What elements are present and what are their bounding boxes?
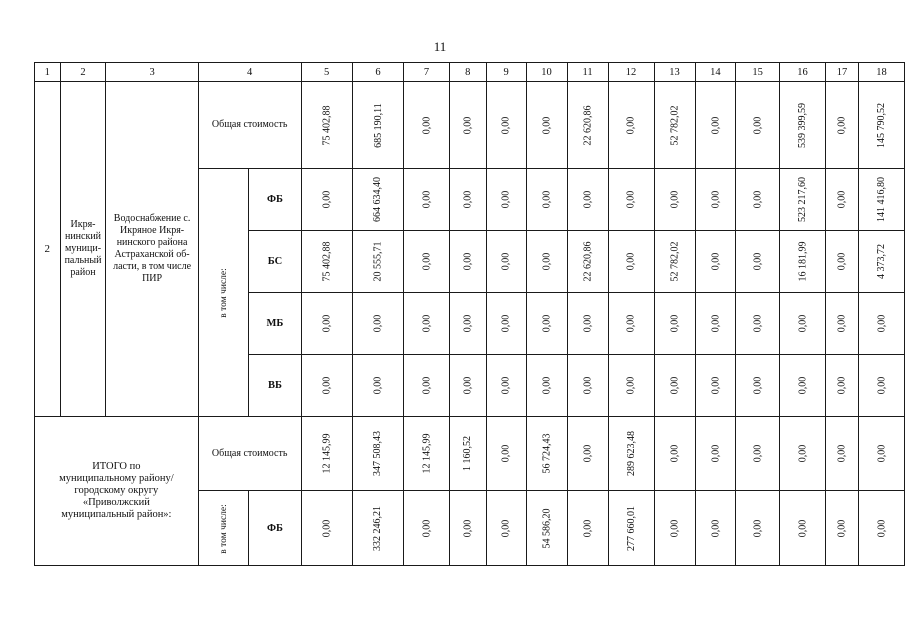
value-cell [567, 491, 608, 566]
value-cell [826, 491, 859, 566]
value-cell [736, 82, 780, 169]
value: 56 724,43 [541, 433, 553, 474]
label-cell [249, 491, 301, 566]
value-cell [654, 82, 695, 169]
value: 0,00 [797, 376, 809, 395]
value: 145 790,52 [875, 102, 887, 148]
value: 0,00 [752, 376, 764, 395]
header-cell: 14 [695, 63, 736, 82]
value: 0,00 [321, 190, 333, 209]
value: 0,00 [875, 314, 887, 333]
table-row [35, 82, 905, 169]
value-cell [486, 231, 526, 293]
value-cell [449, 355, 486, 417]
value-cell [695, 293, 736, 355]
value-cell [608, 491, 654, 566]
value-cell [858, 82, 904, 169]
value-cell [780, 231, 826, 293]
value-cell [780, 82, 826, 169]
value: 0,00 [752, 190, 764, 209]
value-cell [301, 293, 352, 355]
value-cell [780, 417, 826, 491]
value: 0,00 [836, 376, 848, 395]
value-cell [526, 417, 567, 491]
value-cell [567, 82, 608, 169]
value-cell [736, 417, 780, 491]
header-cell: 1 [35, 63, 61, 82]
value: 664 634,40 [372, 177, 384, 222]
value: 0,00 [836, 252, 848, 271]
header-cell: 8 [449, 63, 486, 82]
value-cell [404, 82, 450, 169]
value: 0,00 [462, 116, 474, 134]
value-cell [695, 169, 736, 231]
header-row [35, 63, 905, 82]
value-cell [301, 417, 352, 491]
itogo-label-cell [35, 417, 199, 566]
value-cell [301, 82, 352, 169]
value-cell [567, 169, 608, 231]
value: 0,00 [875, 376, 887, 395]
district-label: Икря-нинский муници-пальный район [64, 219, 102, 278]
value-cell [826, 355, 859, 417]
value: 0,00 [421, 252, 432, 271]
value-cell [567, 417, 608, 491]
value: 0,00 [797, 314, 809, 333]
value: 75 402,88 [321, 105, 333, 145]
value-cell [654, 293, 695, 355]
value: 0,00 [321, 314, 333, 333]
value: 22 620,86 [582, 241, 594, 282]
value: 0,00 [875, 444, 887, 463]
value-cell [858, 169, 904, 231]
value-cell [449, 293, 486, 355]
value: 0,00 [752, 116, 764, 134]
header-cell: 10 [526, 63, 567, 82]
label-cell [249, 293, 301, 355]
header-cell: 3 [106, 63, 198, 82]
value-cell [608, 355, 654, 417]
value: 0,00 [582, 314, 594, 333]
value: 0,00 [625, 116, 637, 134]
value: 0,00 [669, 190, 681, 209]
value-cell [780, 293, 826, 355]
value: 0,00 [462, 190, 474, 209]
header-cell: 17 [826, 63, 859, 82]
value: 0,00 [709, 314, 721, 333]
value: 0,00 [669, 376, 681, 395]
value-cell [486, 491, 526, 566]
header-cell: 4 [198, 63, 301, 82]
value-cell [826, 169, 859, 231]
page-number: 11 [433, 39, 447, 54]
value: 0,00 [541, 314, 553, 333]
value: 0,00 [500, 519, 512, 537]
label-cell [249, 169, 301, 231]
value: 0,00 [752, 519, 764, 537]
value: 0,00 [709, 252, 721, 271]
label-cell [249, 355, 301, 417]
in-total-cell [198, 491, 249, 566]
value-cell [526, 231, 567, 293]
value-cell [826, 293, 859, 355]
value-cell [486, 293, 526, 355]
value-cell [858, 417, 904, 491]
value: 0,00 [625, 190, 637, 209]
value-cell [449, 491, 486, 566]
value-cell [826, 417, 859, 491]
value-cell [736, 491, 780, 566]
value: 0,00 [462, 314, 474, 333]
value: 0,00 [836, 314, 848, 333]
value-cell [301, 231, 352, 293]
value-cell [858, 231, 904, 293]
value: 0,00 [625, 252, 637, 271]
value-cell [826, 231, 859, 293]
value-cell [449, 82, 486, 169]
value: 0,00 [500, 314, 512, 333]
value: 75 402,88 [321, 241, 333, 282]
value-cell [608, 417, 654, 491]
value: 0,00 [669, 444, 681, 463]
value: 0,00 [421, 314, 432, 333]
value: 0,00 [462, 519, 474, 537]
value: 16 181,99 [797, 241, 809, 282]
value: 0,00 [500, 190, 512, 209]
value-cell [526, 293, 567, 355]
value-cell [301, 355, 352, 417]
value: 0,00 [709, 190, 721, 209]
value: 0,00 [669, 314, 681, 333]
header-cell: 5 [301, 63, 352, 82]
value: 539 399,59 [797, 102, 809, 148]
header-cell: 9 [486, 63, 526, 82]
value-cell [608, 169, 654, 231]
value-cell [695, 82, 736, 169]
value-cell [486, 169, 526, 231]
label-cell [198, 82, 301, 169]
itogo-row [35, 417, 905, 491]
object-label: Водоснабжение с. Икряное Икря-нинского района Астраханской об-ласти, в том числе ПИР [113, 213, 192, 284]
value: 0,00 [372, 376, 384, 395]
value: 0,00 [421, 376, 432, 395]
value: 0,00 [541, 190, 553, 209]
value: 0,00 [421, 116, 432, 134]
value: 0,00 [462, 252, 474, 271]
value-cell [404, 355, 450, 417]
value-cell [654, 169, 695, 231]
row-number-cell [35, 82, 61, 417]
value: 0,00 [582, 190, 594, 209]
value-cell [736, 231, 780, 293]
value-cell [858, 293, 904, 355]
value: 0,00 [541, 116, 553, 134]
value-cell [404, 231, 450, 293]
row-label: МБ [266, 318, 284, 329]
in-total-label: в том числе: [218, 503, 229, 554]
value-cell [449, 231, 486, 293]
value: 0,00 [541, 376, 553, 395]
value-cell [352, 82, 403, 169]
label-cell [198, 417, 301, 491]
value: 289 623,48 [625, 431, 637, 476]
header-cell: 12 [608, 63, 654, 82]
value: 0,00 [500, 444, 512, 463]
value: 0,00 [836, 444, 848, 463]
value-cell [404, 417, 450, 491]
value-cell [526, 355, 567, 417]
value: 52 782,02 [669, 241, 681, 282]
itogo-label: ИТОГО по муниципальному району/ городскому округу «Приволжский муниципальный район»: [59, 461, 174, 520]
value: 12 145,99 [421, 433, 432, 474]
label-cell [249, 231, 301, 293]
value-cell [352, 231, 403, 293]
header-cell: 7 [404, 63, 450, 82]
value-cell [449, 417, 486, 491]
value: 0,00 [752, 252, 764, 271]
row-label: Общая стоимость [211, 119, 288, 130]
value: 12 145,99 [321, 433, 333, 474]
value-cell [654, 417, 695, 491]
value-cell [404, 293, 450, 355]
value: 0,00 [709, 376, 721, 395]
value: 0,00 [421, 519, 432, 537]
value-cell [352, 491, 403, 566]
value: 0,00 [669, 519, 681, 537]
header-cell: 13 [654, 63, 695, 82]
value: 0,00 [582, 519, 594, 537]
value-cell [567, 355, 608, 417]
value-cell [826, 82, 859, 169]
value-cell [526, 169, 567, 231]
object-cell [106, 82, 198, 417]
value-cell [404, 491, 450, 566]
value-cell [780, 355, 826, 417]
value: 0,00 [709, 519, 721, 537]
value: 0,00 [582, 376, 594, 395]
header-cell: 6 [352, 63, 403, 82]
value: 0,00 [752, 444, 764, 463]
value-cell [780, 169, 826, 231]
value-cell [654, 355, 695, 417]
value-cell [301, 169, 352, 231]
value: 0,00 [797, 519, 809, 537]
value-cell [654, 231, 695, 293]
value: 54 586,20 [541, 508, 553, 548]
value-cell [301, 491, 352, 566]
value-cell [736, 293, 780, 355]
value: 685 190,11 [372, 102, 384, 148]
value-cell [526, 82, 567, 169]
budget-table [34, 62, 905, 566]
row-label: БС [267, 256, 283, 267]
value-cell [567, 293, 608, 355]
value-cell [352, 355, 403, 417]
value: 0,00 [836, 519, 848, 537]
value: 0,00 [321, 376, 333, 395]
value: 0,00 [836, 190, 848, 209]
value: 4 373,72 [875, 244, 887, 279]
value-cell [352, 169, 403, 231]
value: 141 416,80 [875, 177, 887, 222]
value: 523 217,60 [797, 177, 809, 222]
value: 52 782,02 [669, 105, 681, 145]
value-cell [449, 169, 486, 231]
value: 0,00 [797, 444, 809, 463]
value-cell [736, 169, 780, 231]
value-cell [608, 293, 654, 355]
value: 0,00 [625, 376, 637, 395]
value: 0,00 [752, 314, 764, 333]
value: 277 660,01 [625, 505, 637, 551]
value-cell [404, 169, 450, 231]
value-cell [695, 417, 736, 491]
value-cell [695, 491, 736, 566]
district-cell [60, 82, 106, 417]
value-cell [695, 231, 736, 293]
value-cell [858, 355, 904, 417]
value-cell [486, 417, 526, 491]
value-cell [858, 491, 904, 566]
value: 0,00 [541, 252, 553, 271]
value: 0,00 [321, 519, 333, 537]
value: 0,00 [372, 314, 384, 333]
value-cell [695, 355, 736, 417]
row-label: ФБ [266, 194, 283, 205]
value-cell [526, 491, 567, 566]
header-cell: 15 [736, 63, 780, 82]
header-cell: 18 [858, 63, 904, 82]
value-cell [486, 355, 526, 417]
value: 332 246,21 [372, 505, 384, 551]
value-cell [608, 231, 654, 293]
value: 0,00 [500, 376, 512, 395]
value: 0,00 [500, 252, 512, 271]
value-cell [654, 491, 695, 566]
value-cell [567, 231, 608, 293]
value-cell [486, 82, 526, 169]
row-label: Общая стоимость [211, 447, 288, 459]
header-cell: 16 [780, 63, 826, 82]
value: 22 620,86 [582, 105, 594, 145]
value: 0,00 [421, 190, 432, 209]
value-cell [352, 417, 403, 491]
value: 0,00 [836, 116, 848, 134]
header-cell: 11 [567, 63, 608, 82]
row-label: ВБ [267, 380, 282, 391]
value: 0,00 [462, 376, 474, 395]
row-number: 2 [44, 243, 51, 255]
in-total-label: в том числе: [218, 268, 229, 318]
header-cell: 2 [60, 63, 106, 82]
value: 0,00 [875, 519, 887, 537]
value: 1 160,52 [462, 436, 474, 471]
in-total-cell [198, 169, 249, 417]
value: 20 555,71 [372, 241, 384, 282]
value-cell [352, 293, 403, 355]
value: 0,00 [500, 116, 512, 134]
value: 347 508,43 [372, 431, 384, 476]
value: 0,00 [709, 116, 721, 134]
row-label: ФБ [266, 522, 283, 534]
value: 0,00 [709, 444, 721, 463]
value-cell [736, 355, 780, 417]
value: 0,00 [625, 314, 637, 333]
value-cell [608, 82, 654, 169]
value-cell [780, 491, 826, 566]
value: 0,00 [582, 444, 594, 463]
